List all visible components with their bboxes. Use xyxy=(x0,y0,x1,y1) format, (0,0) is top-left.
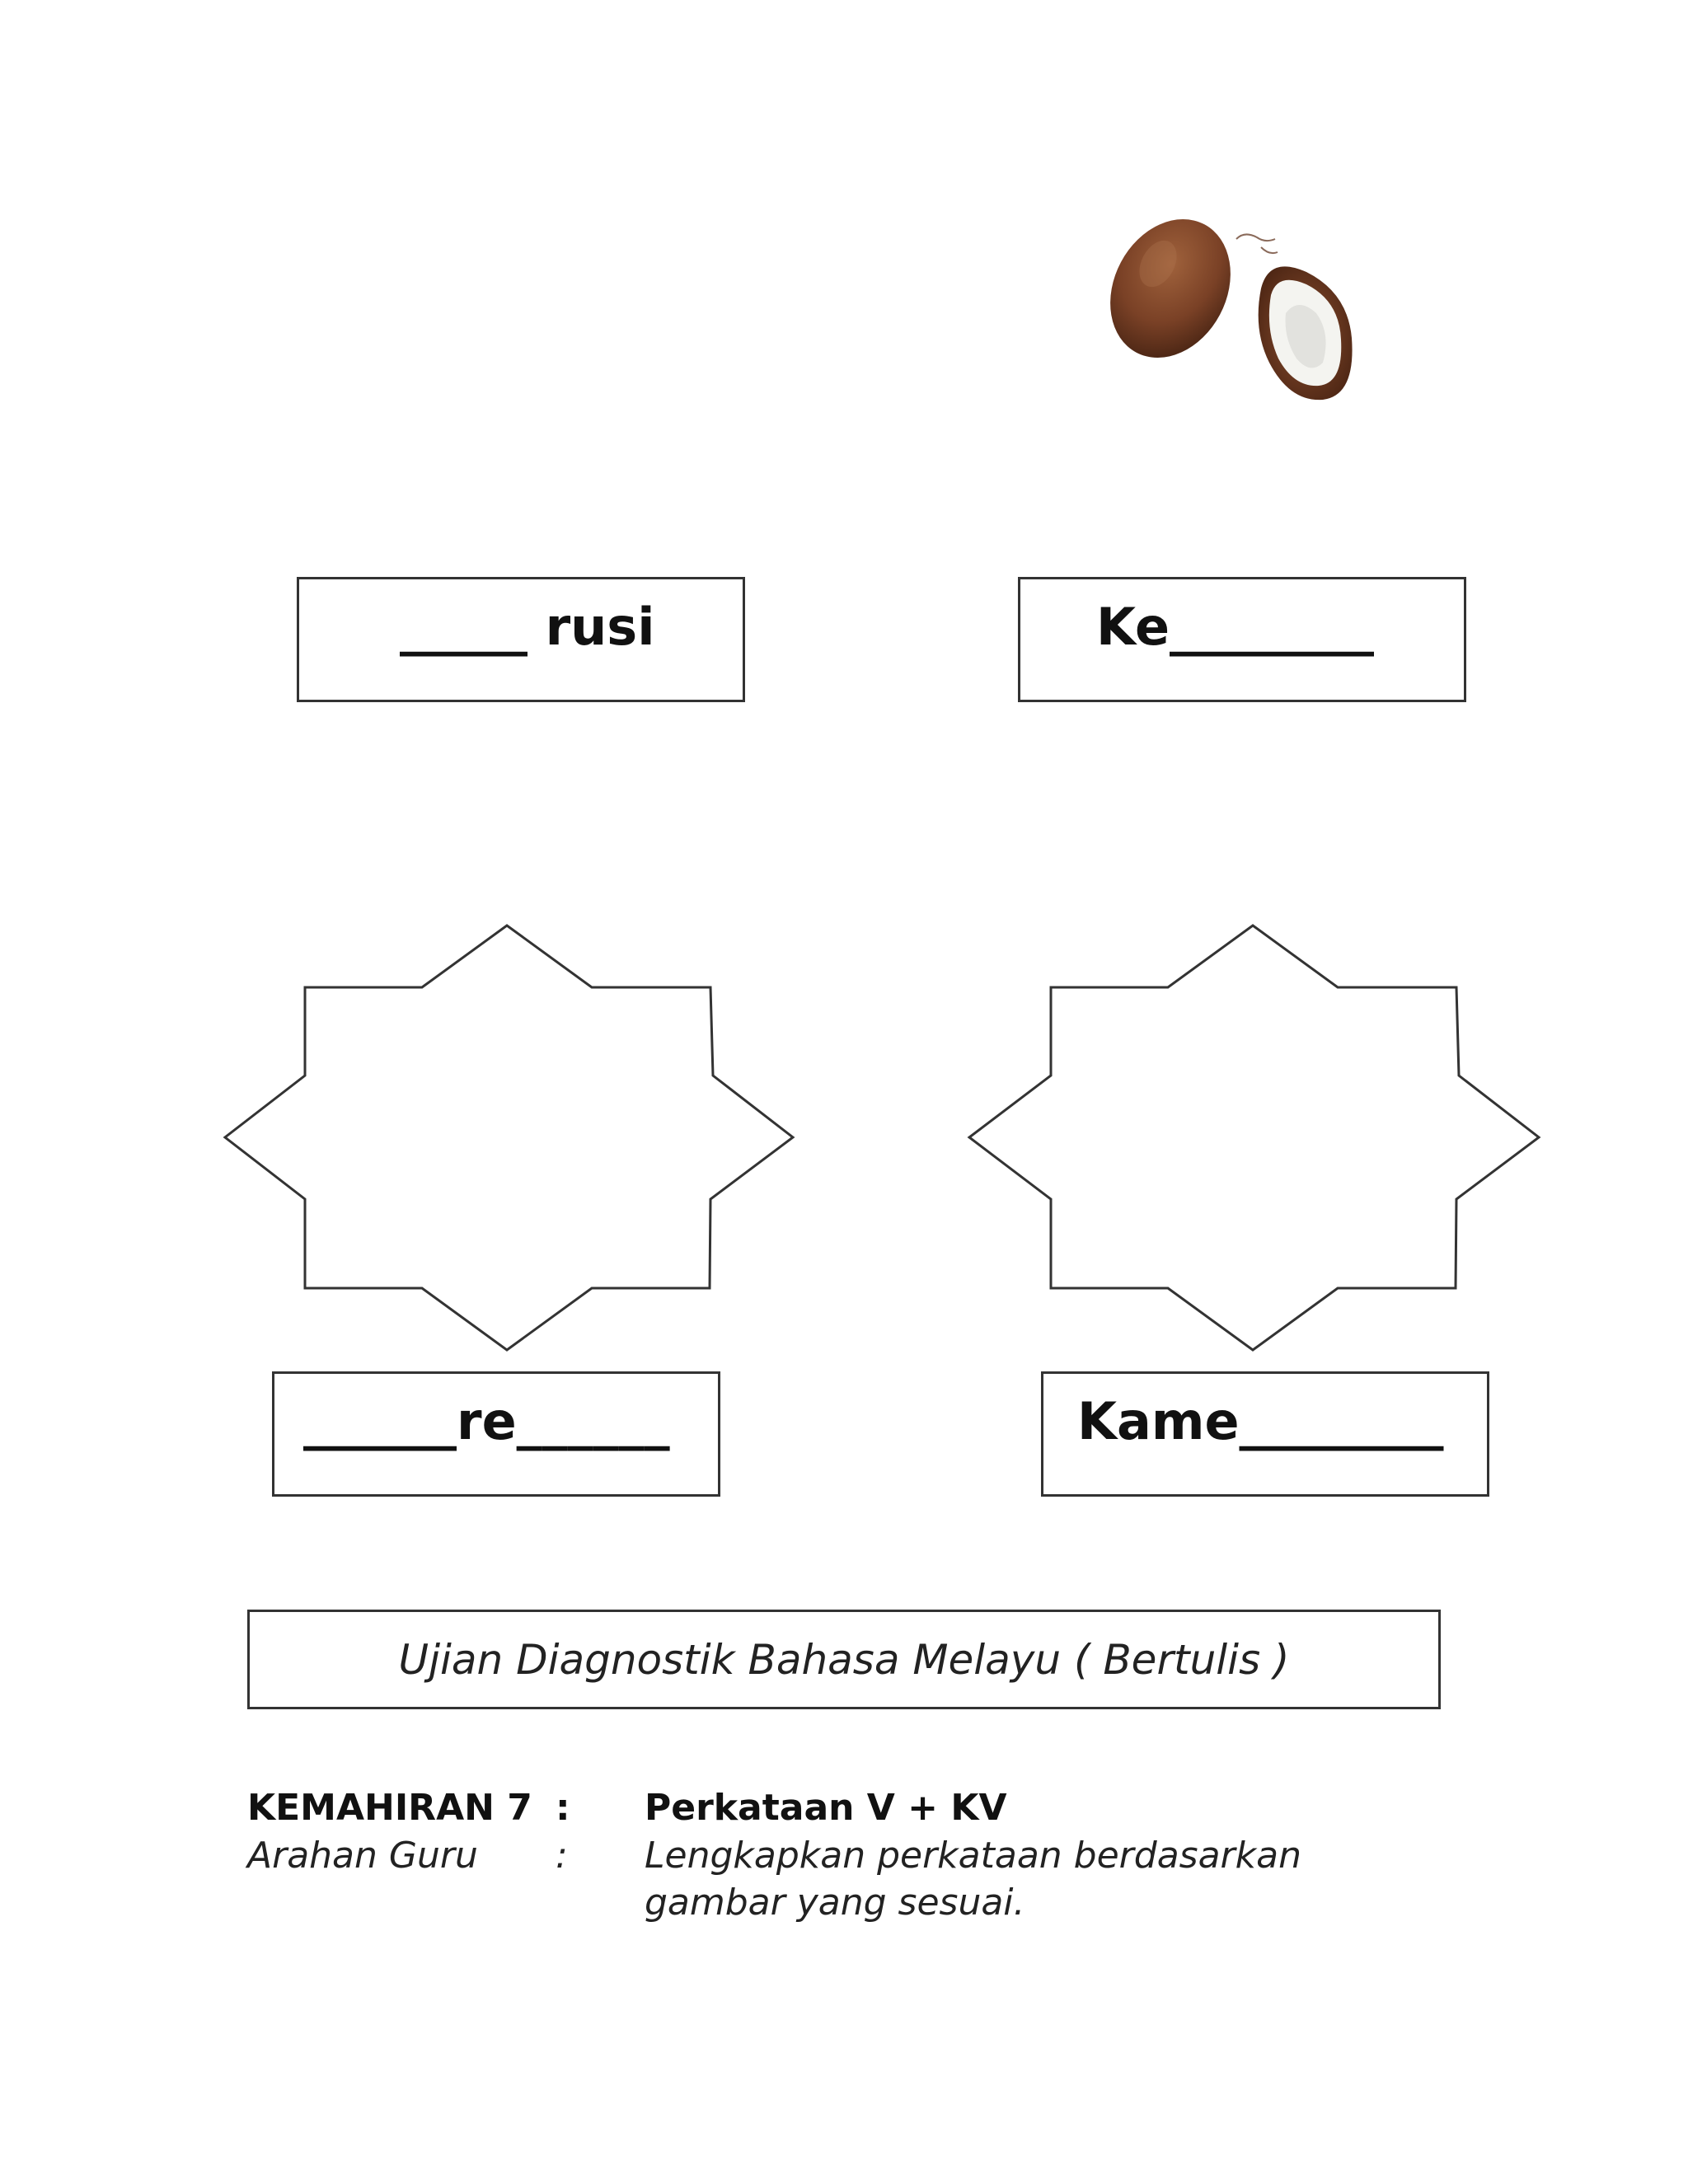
instruction-line-1: Lengkapkan perkataan berdasarkan xyxy=(645,1835,1301,1877)
skill-label: KEMAHIRAN 7 xyxy=(247,1787,532,1829)
instruction-label: Arahan Guru xyxy=(247,1835,478,1877)
title-box xyxy=(247,1610,1441,1709)
instruction-line-2: gambar yang sesuai. xyxy=(645,1882,1025,1924)
word-text-4: Kame________ xyxy=(1077,1391,1444,1451)
star-frame-left xyxy=(223,923,799,1352)
coconut-image xyxy=(1100,198,1372,420)
skill-value: Perkataan V + KV xyxy=(645,1787,1007,1829)
document-title: Ujian Diagnostik Bahasa Melayu ( Bertulis ) xyxy=(398,1635,1290,1684)
skill-colon: : xyxy=(556,1787,570,1829)
word-text-3: ______re______ xyxy=(303,1391,670,1451)
instruction-colon: : xyxy=(556,1835,568,1877)
star-frame-right xyxy=(967,923,1544,1352)
word-text-2: Ke________ xyxy=(1096,597,1375,657)
word-text-1: _____ rusi xyxy=(400,597,655,657)
